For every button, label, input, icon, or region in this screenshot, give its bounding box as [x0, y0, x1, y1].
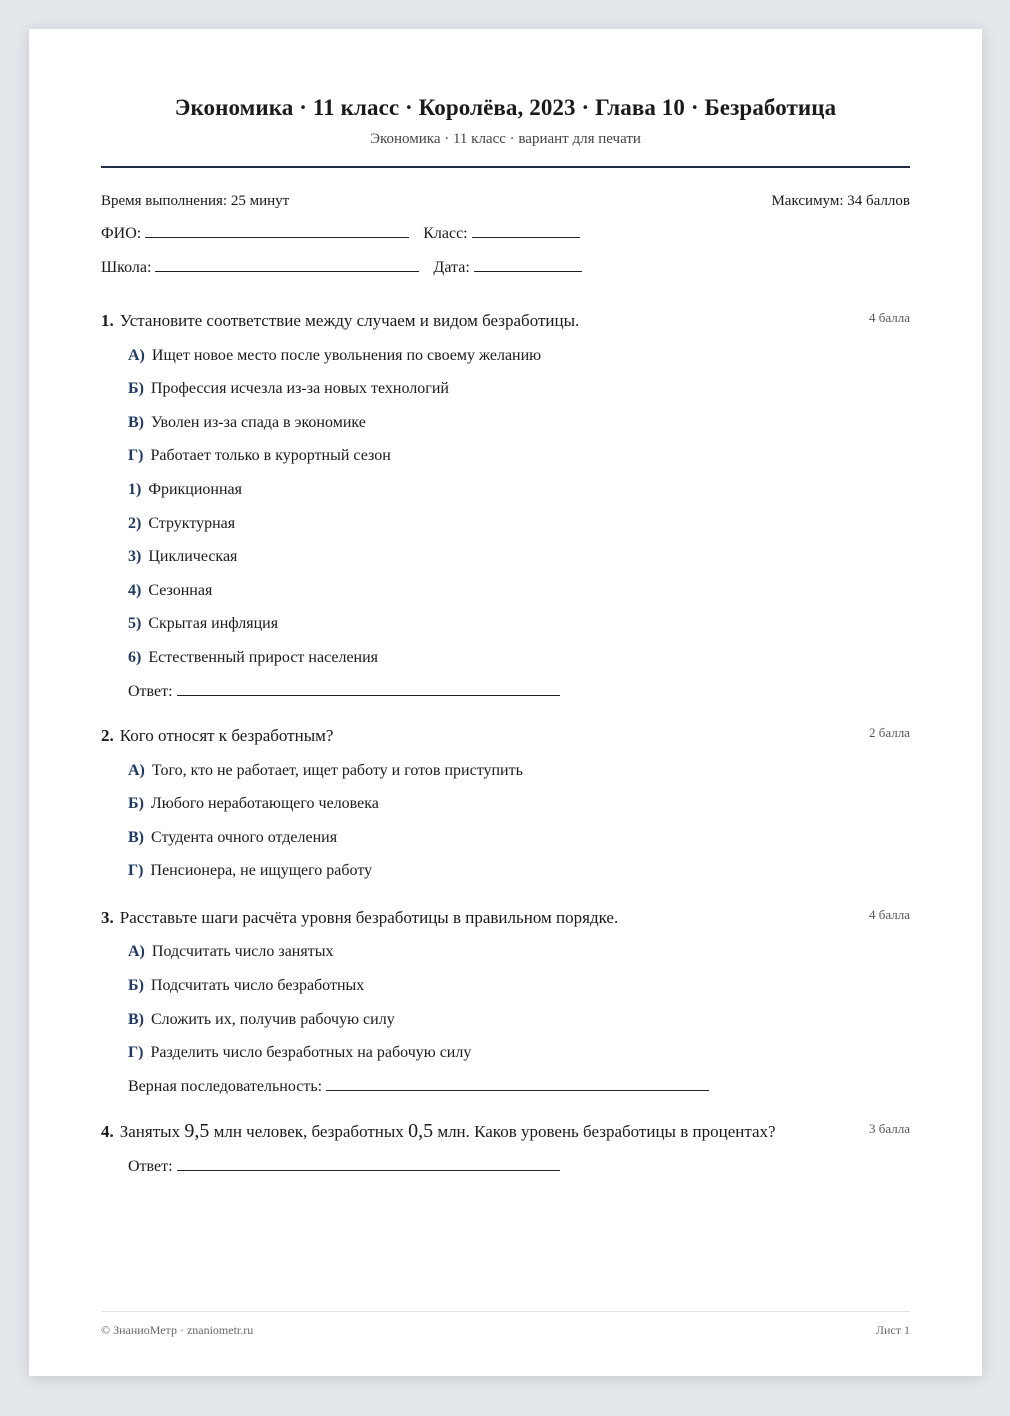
question-4: [101, 1120, 776, 1143]
match-number: 5): [128, 615, 142, 632]
match-number: 1): [128, 481, 142, 498]
option-text: Того, кто не работает, ищет работу и готов приступить: [151, 762, 523, 779]
question-3-points: 4 балла: [869, 907, 910, 922]
match-text: Циклическая: [148, 548, 238, 565]
name-input-line[interactable]: [145, 225, 409, 238]
option-letter: А): [128, 347, 145, 364]
option-text: Профессия исчезла из-за новых технологий: [150, 380, 449, 397]
question-text: Расставьте шаги расчёта уровня безработицы в правильном порядке.: [119, 908, 619, 927]
question-1-points: 4 балла: [869, 310, 910, 325]
option-text: Разделить число безработных на рабочую силу: [150, 1044, 472, 1061]
match-text: Скрытая инфляция: [148, 615, 279, 632]
option-text: Пенсионера, не ищущего работу: [150, 862, 373, 879]
sequence-input-line[interactable]: [326, 1078, 709, 1091]
match-text: Естественный прирост населения: [148, 649, 379, 666]
question-2: [101, 726, 333, 746]
footer-copyright: © ЗнаниоМетр · znaniometr.ru: [101, 1323, 254, 1337]
match-5: [128, 615, 278, 633]
footer-page-number: Лист 1: [875, 1323, 910, 1337]
school-field-row: [101, 259, 582, 277]
question-4-points: 3 балла: [869, 1121, 910, 1136]
option-g: [128, 447, 391, 465]
option-v: [128, 1011, 395, 1029]
question-text: Занятых: [119, 1122, 181, 1141]
option-b: [128, 380, 449, 398]
question-1-answer: [128, 683, 560, 701]
option-letter: Г): [128, 447, 144, 464]
class-label: Класс:: [423, 225, 468, 242]
match-2: [128, 515, 235, 533]
option-text: Сложить их, получив рабочую силу: [151, 1011, 395, 1028]
worksheet-page: [29, 29, 982, 1376]
option-letter: Г): [128, 862, 144, 879]
option-v: [128, 829, 337, 847]
answer-label: Ответ:: [128, 1158, 173, 1175]
name-label: ФИО:: [101, 225, 142, 242]
match-number: 2): [128, 515, 142, 532]
option-b: [128, 977, 364, 995]
answer-input-line[interactable]: [177, 683, 560, 696]
page-subtitle: Экономика · 11 класс · вариант для печати: [370, 131, 641, 147]
option-text: Подсчитать число безработных: [150, 977, 365, 994]
employed-value: 9,5: [184, 1120, 210, 1142]
question-number: 3.: [101, 908, 114, 927]
match-text: Фрикционная: [148, 481, 243, 498]
date-label: Дата:: [433, 259, 470, 276]
time-limit: Время выполнения: 25 минут: [101, 193, 290, 209]
question-text: млн человек, безработных: [213, 1122, 404, 1141]
question-text: млн. Каков уровень безработицы в процентах?: [437, 1122, 776, 1141]
name-field-row: [101, 225, 580, 243]
option-text: Студента очного отделения: [151, 829, 338, 846]
match-text: Структурная: [148, 515, 236, 532]
header-divider: [101, 166, 910, 168]
option-letter: Б): [128, 795, 144, 812]
option-letter: Г): [128, 1044, 144, 1061]
option-a: [128, 347, 541, 365]
option-letter: В): [128, 1011, 144, 1028]
option-letter: Б): [128, 977, 144, 994]
question-3-answer: [128, 1078, 709, 1096]
option-letter: В): [128, 829, 144, 846]
option-g: [128, 862, 372, 880]
option-text: Любого неработающего человека: [150, 795, 379, 812]
school-label: Школа:: [101, 259, 152, 276]
option-text: Подсчитать число занятых: [151, 943, 334, 960]
page-title: Экономика · 11 класс · Королёва, 2023 · Глава 10 · Безработица: [174, 95, 837, 120]
match-1: [128, 481, 242, 499]
unemployed-value: 0,5: [408, 1120, 434, 1142]
question-text: Кого относят к безработным?: [119, 726, 334, 745]
question-2-points: 2 балла: [869, 725, 910, 740]
footer-divider: [101, 1311, 910, 1312]
question-4-answer: [128, 1158, 560, 1176]
option-letter: А): [128, 762, 145, 779]
question-number: 4.: [101, 1122, 114, 1141]
match-3: [128, 548, 237, 566]
match-text: Сезонная: [148, 582, 213, 599]
option-a: [128, 943, 333, 961]
match-6: [128, 649, 378, 667]
question-text: Установите соответствие между случаем и видом безработицы.: [119, 311, 580, 330]
option-letter: В): [128, 414, 144, 431]
match-number: 4): [128, 582, 142, 599]
question-number: 2.: [101, 726, 114, 745]
answer-label: Ответ:: [128, 683, 173, 700]
match-number: 6): [128, 649, 142, 666]
option-text: Работает только в курортный сезон: [150, 447, 391, 464]
school-input-line[interactable]: [155, 259, 419, 272]
option-letter: А): [128, 943, 145, 960]
option-a: [128, 762, 523, 780]
option-text: Ищет новое место после увольнения по своему желанию: [151, 347, 542, 364]
answer-input-line[interactable]: [177, 1158, 560, 1171]
option-b: [128, 795, 379, 813]
question-number: 1.: [101, 311, 114, 330]
date-input-line[interactable]: [474, 259, 582, 272]
option-g: [128, 1044, 471, 1062]
option-letter: Б): [128, 380, 144, 397]
answer-label: Верная последовательность:: [128, 1078, 323, 1095]
match-number: 3): [128, 548, 142, 565]
match-4: [128, 582, 212, 600]
class-input-line[interactable]: [472, 225, 580, 238]
max-score: Максимум: 34 баллов: [771, 193, 910, 209]
option-v: [128, 414, 366, 432]
question-1: [101, 311, 579, 331]
question-3: [101, 908, 618, 928]
option-text: Уволен из-за спада в экономике: [151, 414, 366, 431]
